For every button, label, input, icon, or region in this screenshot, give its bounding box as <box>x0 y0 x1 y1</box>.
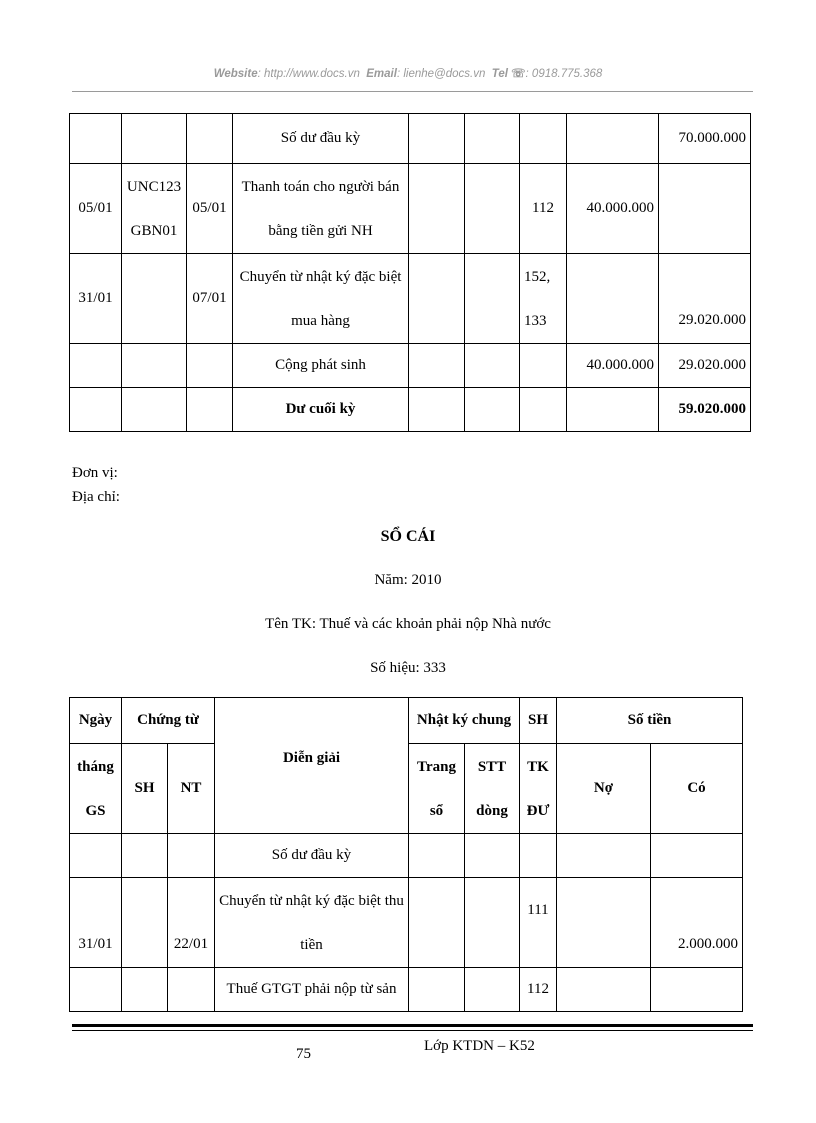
credit-cell: 70.000.000 <box>659 114 751 164</box>
col-header-journal: Nhật ký chung <box>409 698 520 744</box>
col-header-page: Trang sổ <box>409 744 465 834</box>
ledger-year: Năm: 2010 <box>374 572 442 588</box>
voucher-number-cell: UNC123 GBN01 <box>122 164 187 254</box>
page-header <box>0 66 816 80</box>
phone-icon: ☏ <box>511 68 526 80</box>
page-title: SỔ CÁI <box>380 528 436 545</box>
desc-cell: Thuế GTGT phải nộp từ sản <box>215 968 409 1012</box>
class-name: Lớp KTDN – K52 <box>424 1038 535 1054</box>
date-cell: 31/01 <box>70 254 122 344</box>
voucher-date-cell: 22/01 <box>168 878 215 968</box>
date-cell: 05/01 <box>70 164 122 254</box>
col-header-date-cont: tháng GS <box>70 744 122 834</box>
page-number: 75 <box>296 1046 311 1062</box>
footer-divider-thin <box>72 1030 753 1031</box>
desc-cell: Dư cuối kỳ <box>233 388 409 432</box>
col-header-voucher-date: NT <box>168 744 215 834</box>
unit-label: Đơn vị: <box>72 465 118 481</box>
footer-divider <box>72 1024 753 1027</box>
general-ledger-table <box>69 697 743 1012</box>
table-row <box>70 388 751 432</box>
account-cell: 112 <box>520 164 567 254</box>
credit-cell: 29.020.000 <box>659 254 751 344</box>
col-header-account-cont: TK ĐƯ <box>520 744 557 834</box>
credit-cell: 2.000.000 <box>651 878 743 968</box>
col-header-account: SH <box>520 698 557 744</box>
credit-cell: 59.020.000 <box>659 388 751 432</box>
tel-label: Tel <box>491 68 508 80</box>
account-number: Số hiệu: 333 <box>370 660 446 676</box>
website-label: Website <box>213 68 258 80</box>
tel-number: : 0918.775.368 <box>525 68 603 80</box>
date-cell: 31/01 <box>70 878 122 968</box>
col-header-credit: Có <box>651 744 743 834</box>
account-cell: 111 <box>520 878 557 968</box>
header-row <box>70 698 743 744</box>
desc-cell: Thanh toán cho người bán bằng tiền gửi NH <box>233 164 409 254</box>
table-row <box>70 834 743 878</box>
account-cell: 152, 133 <box>520 254 567 344</box>
col-header-voucher-number: SH <box>122 744 168 834</box>
email-label: Email <box>366 68 397 80</box>
desc-cell: Chuyển từ nhật ký đặc biệt thu tiền <box>215 878 409 968</box>
website-url: : http://www.docs.vn <box>257 68 360 80</box>
account-cell: 112 <box>520 968 557 1012</box>
desc-cell: Cộng phát sinh <box>233 344 409 388</box>
table-row <box>70 878 743 968</box>
table-row <box>70 164 751 254</box>
col-header-voucher: Chứng từ <box>122 698 215 744</box>
desc-cell: Số dư đầu kỳ <box>233 114 409 164</box>
header-divider <box>72 91 753 92</box>
voucher-date-cell: 07/01 <box>187 254 233 344</box>
debit-cell: 40.000.000 <box>567 164 659 254</box>
table-row <box>70 254 751 344</box>
account-name: Tên TK: Thuế và các khoản phải nộp Nhà nước <box>265 616 551 632</box>
table-row <box>70 968 743 1012</box>
col-header-description: Diễn giải <box>215 698 409 834</box>
col-header-amount: Số tiền <box>557 698 743 744</box>
debit-cell: 40.000.000 <box>567 344 659 388</box>
ledger-table-continued <box>69 113 751 432</box>
address-label: Địa chỉ: <box>72 489 120 505</box>
desc-cell: Số dư đầu kỳ <box>215 834 409 878</box>
col-header-debit: Nợ <box>557 744 651 834</box>
col-header-line: STT dòng <box>465 744 520 834</box>
col-header-date: Ngày <box>70 698 122 744</box>
email-address: : lienhe@docs.vn <box>396 68 486 80</box>
voucher-date-cell: 05/01 <box>187 164 233 254</box>
table-row <box>70 114 751 164</box>
table-row <box>70 344 751 388</box>
credit-cell: 29.020.000 <box>659 344 751 388</box>
desc-cell: Chuyển từ nhật ký đặc biệt mua hàng <box>233 254 409 344</box>
